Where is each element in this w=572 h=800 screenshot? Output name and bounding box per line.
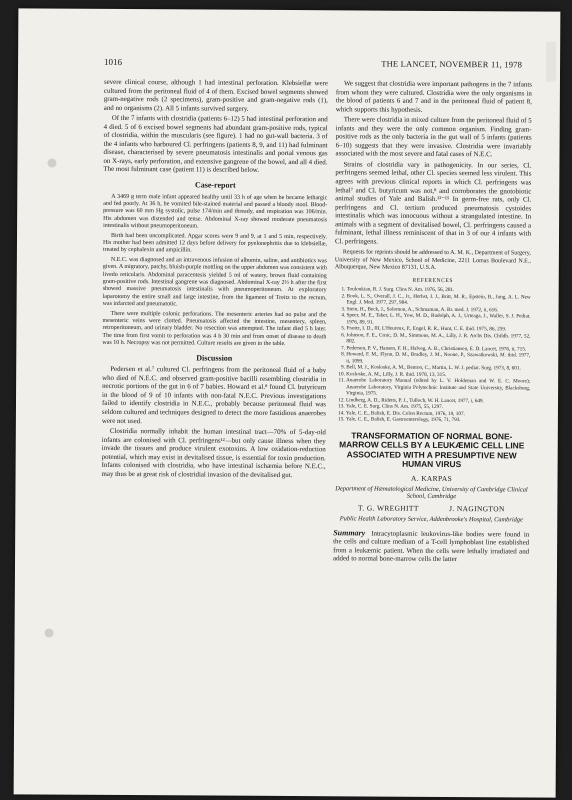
author-affiliation: Public Health Laboratory Service, Addenbrooke's Hospital, Cambridge xyxy=(339,515,523,524)
case-report-text xyxy=(102,193,327,348)
reference-item: 12. Lindberg, A. D., Ridetts, P. J., Tulloch, W. H. Lancet, 1977, i, 649. xyxy=(346,397,530,405)
paragraph: Birth had been uncomplicated. Apgar scores were 9 and 9, at 1 and 5 min, respectively. His mother had been admitted 12 days before delivery for pyelonephritis due to klebsiellæ, treated by cephalexin and ampicillin. xyxy=(102,232,328,254)
summary-label: Summary xyxy=(333,527,366,537)
reference-item: 7. Pedersen, P. V., Hansen, F. H., Halveg, A. B., Christiansen, E. D. Lancet, 1976, ii, 715. xyxy=(346,345,530,353)
author-name: A. KARPAS xyxy=(410,473,453,484)
paragraph: We suggest that clostridia were important pathogens in the 7 infants from whom they were cultured. Clostridia were the only organisms in the blood of patients 6 and 7 and in the peritoneal fluid of patient 8, which supports this hypothesis. xyxy=(335,80,532,114)
references-heading: REFERENCES xyxy=(412,277,454,284)
paragraph: A 3469 g term male infant appeared healthy until 33 h of age when he became lethargic and fed poorly. At 36 h, he vomited bile-stained material and passed a bloody stool. Blood-pressure was 60 mm Hg systolic, pulse 174/min and thready, and respiration was 106/min. His abdomen was distended and tense. Abdominal X-ray showed moderate pneumatosis intestinalis without pneumoperitoneum. xyxy=(103,193,328,230)
page-tab xyxy=(546,42,556,82)
reference-item: 8. Howard, F. M., Flynn, D. M., Bradley, J. M., Noone, P., Szawatkowski, M. ibid. 1977, ii, 1099. xyxy=(346,352,530,366)
paragraph: Of the 7 infants with clostridia (patients 6–12) 5 had intestinal perforation and 4 died. 5 of 6 excised bowel segments had abundant gram-positive rods, typical of clostridia, within the muscularis (see figure). 1 had no gut-wall bacteria. 3 of the 4 infants who harboured Cl. perfringens (patients 8, 9, and 11) had fulminant disease, characterised by severe pneumatosis intestinalis and portal venous gas on X-rays, early perforation, and extensive gangrene of the bowel, and all 4 died. The most fulminant case (patient 11) is described below. xyxy=(103,115,328,175)
reference-item: 9. Bell, M. J., Kosloske, A. M., Benton, C., Martin, L. W. J. pediat. Surg. 1973, 8, 601. xyxy=(346,365,530,373)
author-names xyxy=(333,504,529,514)
summary-paragraph xyxy=(333,529,529,565)
paragraph: There were clostridia in mixed culture from the peritoneal fluid of 5 infants and they were the only common organism. Finding gram-positive rods as the only bacteria in the gut wall of 5 infants (patients 6–10) suggests that they were invasive. Clostridia were invariably associated with the most severe and fatal cases of N.E.C. xyxy=(335,116,532,159)
reprint-request: Requests for reprints should be addressed to A. M. K., Department of Surgery, University of New Mexico, School of Medicine, 2211 Lomas Boulevard N.E., Albuquerque, New Mexico 87131, U.S.A. xyxy=(334,249,531,272)
paragraph: severe clinical course, although 1 had intestinal perforation. Klebsiellæ were cultured from the peritoneal fluid of 4 of them. Excised bowel segments showed gram-negative rods (2 specimens), gram-positive and gram-negative rods (1), and no organisms (2). All 5 infants survived surgery. xyxy=(103,78,328,113)
reference-item: 11. Anaerobe Laboratory Manual (edited by L. V. Holdeman and W. E. C. Moore); Anaerobe Laboratory, Virginia Polytechnic Institute and State University, Blacksburg, Virginia, 1975. xyxy=(346,378,530,399)
paragraph: Pedersen et al.⁷ cultured Cl. perfringens from the peritoneal fluid of a baby who died of N.E.C. and observed gram-positive bacilli resembling clostridia in necrotic portions of the gut in 6 of 7 babies. Howard et al.⁸ found Cl. butyricum in the blood of 9 of 10 infants with non-fatal N.E.C. Previous investigations failed to identify clostridia in N.E.C., probably because peritoneal fluid was seldom cultured and techniques designed to detect the more fastidious anaerobes were not used. xyxy=(101,366,327,425)
reference-item: 1. Touloukian, R. J. Surg. Clins N. Am. 1976, 56, 281. xyxy=(347,287,531,295)
section-heading-discussion: Discussion xyxy=(196,353,233,363)
reference-list xyxy=(334,286,531,424)
reference-item: 6. Johnson, F. E., Crnic, D. M., Simmons, M. A., Lilly, J. R. Archs Dis. Childh. 1977, 52, 802. xyxy=(346,332,530,346)
paragraph: Clostridia normally inhabit the human intestinal tract—70% of 5-day-old infants are colonised with Cl. perfringens¹²—but only cause illness when they invade the tissues and produce virulent exotoxins. A low oxidation-reduction potential, which may exist in devitalised tissue, is essential for toxin production. Infants colonised with clostridia, who have intestinal ischæmia before N.E.C., may thus be at great risk of clostridial invasion of the devitalised gut. xyxy=(101,427,326,479)
reference-item: 10. Kosloske, A. M., Lilly, J. R. ibid. 1978, 13, 315. xyxy=(346,371,530,379)
author-name: J. NAGINGTON xyxy=(449,504,505,514)
binding-hole xyxy=(47,159,56,168)
reference-item: 15. Yale, C. E., Balish, E. Gastroenterology, 1976, 71, 793. xyxy=(346,417,530,425)
reference-item: 4. Speer, M. E., Taber, L. H., Yow, M. D., Rudolph, A. J., Urteaga, J., Waller, S. J. Pediat. 1976, 89, 91. xyxy=(346,313,530,327)
reference-item: 2. Book, L. S., Overall, J. C., Jr., Herbst, J. J., Britt, M. R., Epstein, B., Jung, A. L. New Engl. J. Med. 1977, 297, 984. xyxy=(347,293,531,307)
section-heading-case-report: Case-report xyxy=(194,180,236,190)
reference-item: 5. Frantz, I. D., III, L'Heureux, P., Engel, R. R., Hunt, C. E. ibid. 1975, 86, 259. xyxy=(346,326,530,334)
article-title: TRANSFORMATION OF NORMAL BONE-MARROW CELLS BY A LEUKÆMIC CELL LINE ASSOCIATED WITH A PRESUMPTIVE NEW HUMAN VIRUS xyxy=(339,430,525,470)
binding-hole xyxy=(45,629,54,638)
reference-item: 3. Stein, H., Beck, J., Solomon, A., Schmaman, A. Br. med. J. 1972, ii, 616. xyxy=(347,306,531,314)
paragraph: N.E.C. was diagnosed and an intravenous infusion of albumin, saline, and antibiotics was given. A migratory, patchy, bluish-purple mottling on the upper abdomen was consistent with livedo reticularis. Abdominal paracentesis yielded 5 ml of watery, brown fluid containing gram-positive rods. Intestinal gangrene was diagnosed. Abdominal X-ray 2½ h after the first showed massive pneumatosis intestinalis with pneumoperitoneum. At exploratory laparotomy the entire small and large intestine, from the ligament of Treitz to the rectum, was infarcted and pneumatotic. xyxy=(102,256,327,308)
left-column xyxy=(102,79,328,483)
paragraph: Strains of clostridia vary in pathogenicity. In our series, Cl. perfringens seemed lethal, other Cl. species seemed less virulent. This agrees with previous clinical reports in which Cl. perfringens was lethal⁷ and Cl. butyricum was not,⁸ and corroborates the gnotobiotic animal studies of Yale and Balish.¹³⁻¹⁵ In germ-free rats, only Cl. perfringens and Cl. tertium produced pneumatosis cystoides intestinalis which was innocuous without a strangulated intestine. In animals with a segment of devitalised bowel, Cl. perfringens caused a fulminant, lethal illness reminiscent of that in 3 of our 4 infants with Cl. perfringens. xyxy=(334,161,532,246)
summary-text: Intracytoplasmic leukovirus-like bodies were found in the cells and culture medium of a T-cell lymphoblast line established from a leukæmic patient. When the cells were lethally irradiated and added to normal bone-marrow cells the latter xyxy=(333,530,530,564)
reference-item: 14. Yale, C. E., Balish, E. Dis. Colon Rectum, 1976, 19, 107. xyxy=(346,410,530,418)
author-name: T. G. WREGHITT xyxy=(357,503,419,513)
right-column xyxy=(333,80,532,567)
page-header xyxy=(104,57,522,74)
journal-running-head: THE LANCET, NOVEMBER 11, 1978 xyxy=(381,58,523,70)
author-affiliation: Department of Hæmatological Medicine, University of Cambridge Clinical School, Cambridge xyxy=(335,484,528,501)
paragraph: There were multiple colonic perforations. The mesenteric arteries had no pulse and the mesenteric veins were clotted. Pneumatosis affected the intestine, mesentery, spleen, retroperitoneum, and urinary bladder. No resection was attempted. The infant died 5 h later. The time from first vomit to perforation was 4 h 30 min and from onset of disease to death was 10 h. Necropsy was not permitted. Culture results are given in the table. xyxy=(102,310,327,348)
journal-page xyxy=(14,8,561,797)
page-number: 1016 xyxy=(104,56,123,67)
reference-item: 13. Yale, C. E. Surg. Clins N. Am. 1975, 55, 1297. xyxy=(346,404,530,412)
